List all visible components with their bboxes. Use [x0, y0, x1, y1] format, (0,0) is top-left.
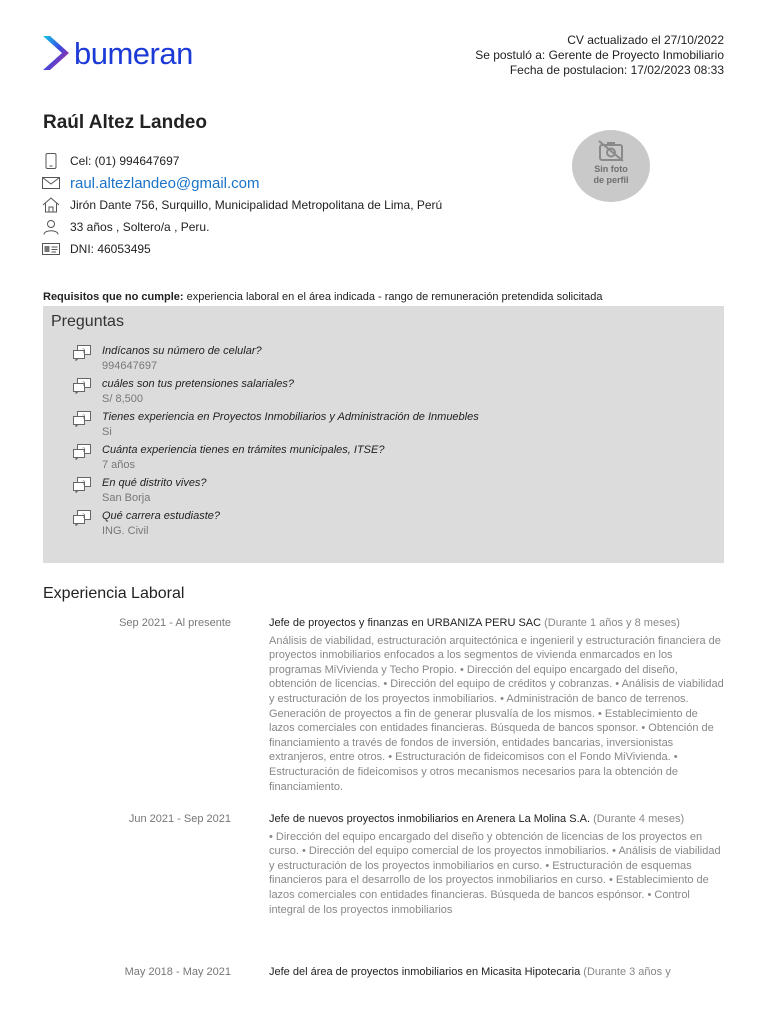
svg-text:?: ? [82, 381, 86, 388]
answer-text: 7 años [102, 459, 136, 471]
question-icon [73, 510, 91, 526]
question-item [73, 410, 713, 443]
id-card-icon [40, 238, 62, 260]
bumeran-logo-icon [40, 34, 70, 72]
candidate-name: Raúl Altez Landeo [43, 112, 207, 133]
contact-list [40, 150, 520, 260]
questions-title: Preguntas [51, 313, 124, 330]
answer-text: ING. Civil [102, 525, 149, 537]
questions-panel [43, 306, 724, 563]
question-text: En qué distrito vives? [102, 477, 207, 489]
experience-item [43, 812, 724, 917]
experience-description: Análisis de viabilidad, estructuración arquitectónica e ingenieril y estructuración financiera de proyectos inmobiliarios enfocados a los segmentos de vivienda enmarcados en los programas MiVivienda y Techo Propio. • Dirección del equipo encargado del diseño, obtención de licencias. • Dirección del equipo de créditos y cobranzas. • Análisis de viabilidad y estructuración de los proyectos inmobiliarios. • Administración de banco de terrenos. Generación de proyectos a fin de generar plusvalía de los mismos. • Establecimiento de lazos comerciales con entidades financieras. Búsqueda de bancos sponsor. • Obtención de financiamiento a través de fondos de inversión, entidades bancarias, inversionistas extranjeros, entre otros. • Estructuración de fideicomisos con el Fondo MiVivienda. • Estructuración de fideicomisos y otros mecanismos necesarios para la obtención de financiamiento. [269, 634, 724, 793]
no-photo-line1: Sin foto [594, 164, 628, 174]
no-photo-icon [597, 140, 625, 162]
question-text: Qué carrera estudiaste? [102, 510, 221, 522]
phone-row [40, 150, 520, 172]
email-link[interactable]: raul.altezlandeo@gmail.com [70, 174, 260, 192]
phone-icon [40, 150, 62, 172]
question-icon [73, 444, 91, 460]
question-icon [73, 411, 91, 427]
question-text: Tienes experiencia en Proyectos Inmobiliarios y Administración de Inmuebles [102, 411, 479, 423]
home-icon [40, 194, 62, 216]
question-text: cuáles son tus pretensiones salariales? [102, 378, 295, 390]
svg-text:?: ? [82, 348, 86, 355]
question-item [73, 476, 713, 509]
experience-job-title: Jefe de nuevos proyectos inmobiliarios en Arenera La Molina S.A. [269, 813, 591, 825]
answer-text: 994647697 [102, 360, 158, 372]
brand-name: bumeran [74, 35, 193, 71]
dni-text: DNI: 46053495 [70, 242, 151, 256]
experience-duration: (Durante 4 meses) [593, 813, 685, 825]
answer-text: Si [102, 426, 112, 438]
requirements-text: experiencia laboral en el área indicada - rango de remuneración pretendida solicitada [186, 291, 603, 303]
experience-dates: Jun 2021 - Sep 2021 [128, 813, 231, 825]
requirements-label: Requisitos que no cumple: [43, 291, 184, 303]
bumeran-logo [40, 34, 193, 72]
experience-dates: May 2018 - May 2021 [124, 966, 231, 978]
application-meta [424, 33, 724, 78]
address-row [40, 194, 520, 216]
svg-text:?: ? [82, 480, 86, 487]
answer-text: S/ 8,500 [102, 393, 143, 405]
question-text: Cuánta experiencia tienes en trámites municipales, ITSE? [102, 444, 385, 456]
experience-item [43, 616, 724, 794]
cv-updated: CV actualizado el 27/10/2022 [567, 33, 724, 47]
no-photo-line2: de perfil [593, 175, 629, 185]
phone-text: Cel: (01) 994647697 [70, 154, 180, 168]
svg-text:?: ? [82, 414, 86, 421]
experience-description: • Dirección del equipo encargado del diseño y obtención de licencias de los proyectos en curso. • Dirección del equipo comercial de los proyectos inmobiliarios. • Análisis de viabilidad y estructuración de los proyectos inmobiliarios en curso. • Estructuración de esquemas financieros para el desarrollo de los proyectos inmobiliarios en curso. • Establecimiento de lazos comerciales con entidades financieras. Búsqueda de bancos espónsor. • Control integral de los proyectos inmobiliarios [269, 830, 721, 916]
question-icon [73, 378, 91, 394]
avatar [572, 130, 650, 202]
experience-dates: Sep 2021 - Al presente [119, 617, 231, 629]
experience-item [43, 965, 724, 980]
question-item [73, 344, 713, 377]
question-item [73, 377, 713, 410]
svg-text:?: ? [82, 447, 86, 454]
dni-row [40, 238, 520, 260]
question-icon [73, 477, 91, 493]
answer-text: San Borja [102, 492, 151, 504]
personal-text: 33 años , Soltero/a , Peru. [70, 220, 210, 234]
applied-to: Se postuló a: Gerente de Proyecto Inmobiliario [475, 48, 724, 62]
question-text: Indícanos su número de celular? [102, 345, 262, 357]
user-icon [40, 216, 62, 238]
requirements-line [43, 291, 602, 303]
svg-text:?: ? [82, 513, 86, 520]
questions-list [73, 344, 713, 542]
experience-job-title: Jefe de proyectos y finanzas en URBANIZA PERU SAC [269, 617, 542, 629]
email-row [40, 172, 520, 194]
experience-title: Experiencia Laboral [43, 585, 185, 602]
experience-duration: (Durante 1 años y 8 meses) [544, 617, 680, 629]
question-item [73, 443, 713, 476]
experience-duration: (Durante 3 años y [583, 966, 671, 978]
address-text: Jirón Dante 756, Surquillo, Municipalidad Metropolitana de Lima, Perú [70, 198, 443, 212]
question-icon [73, 345, 91, 361]
email-icon [40, 172, 62, 194]
application-date: Fecha de postulacion: 17/02/2023 08:33 [509, 63, 724, 77]
experience-job-title: Jefe del área de proyectos inmobiliarios en Micasita Hipotecaria [269, 966, 581, 978]
question-item [73, 509, 713, 542]
personal-row [40, 216, 520, 238]
